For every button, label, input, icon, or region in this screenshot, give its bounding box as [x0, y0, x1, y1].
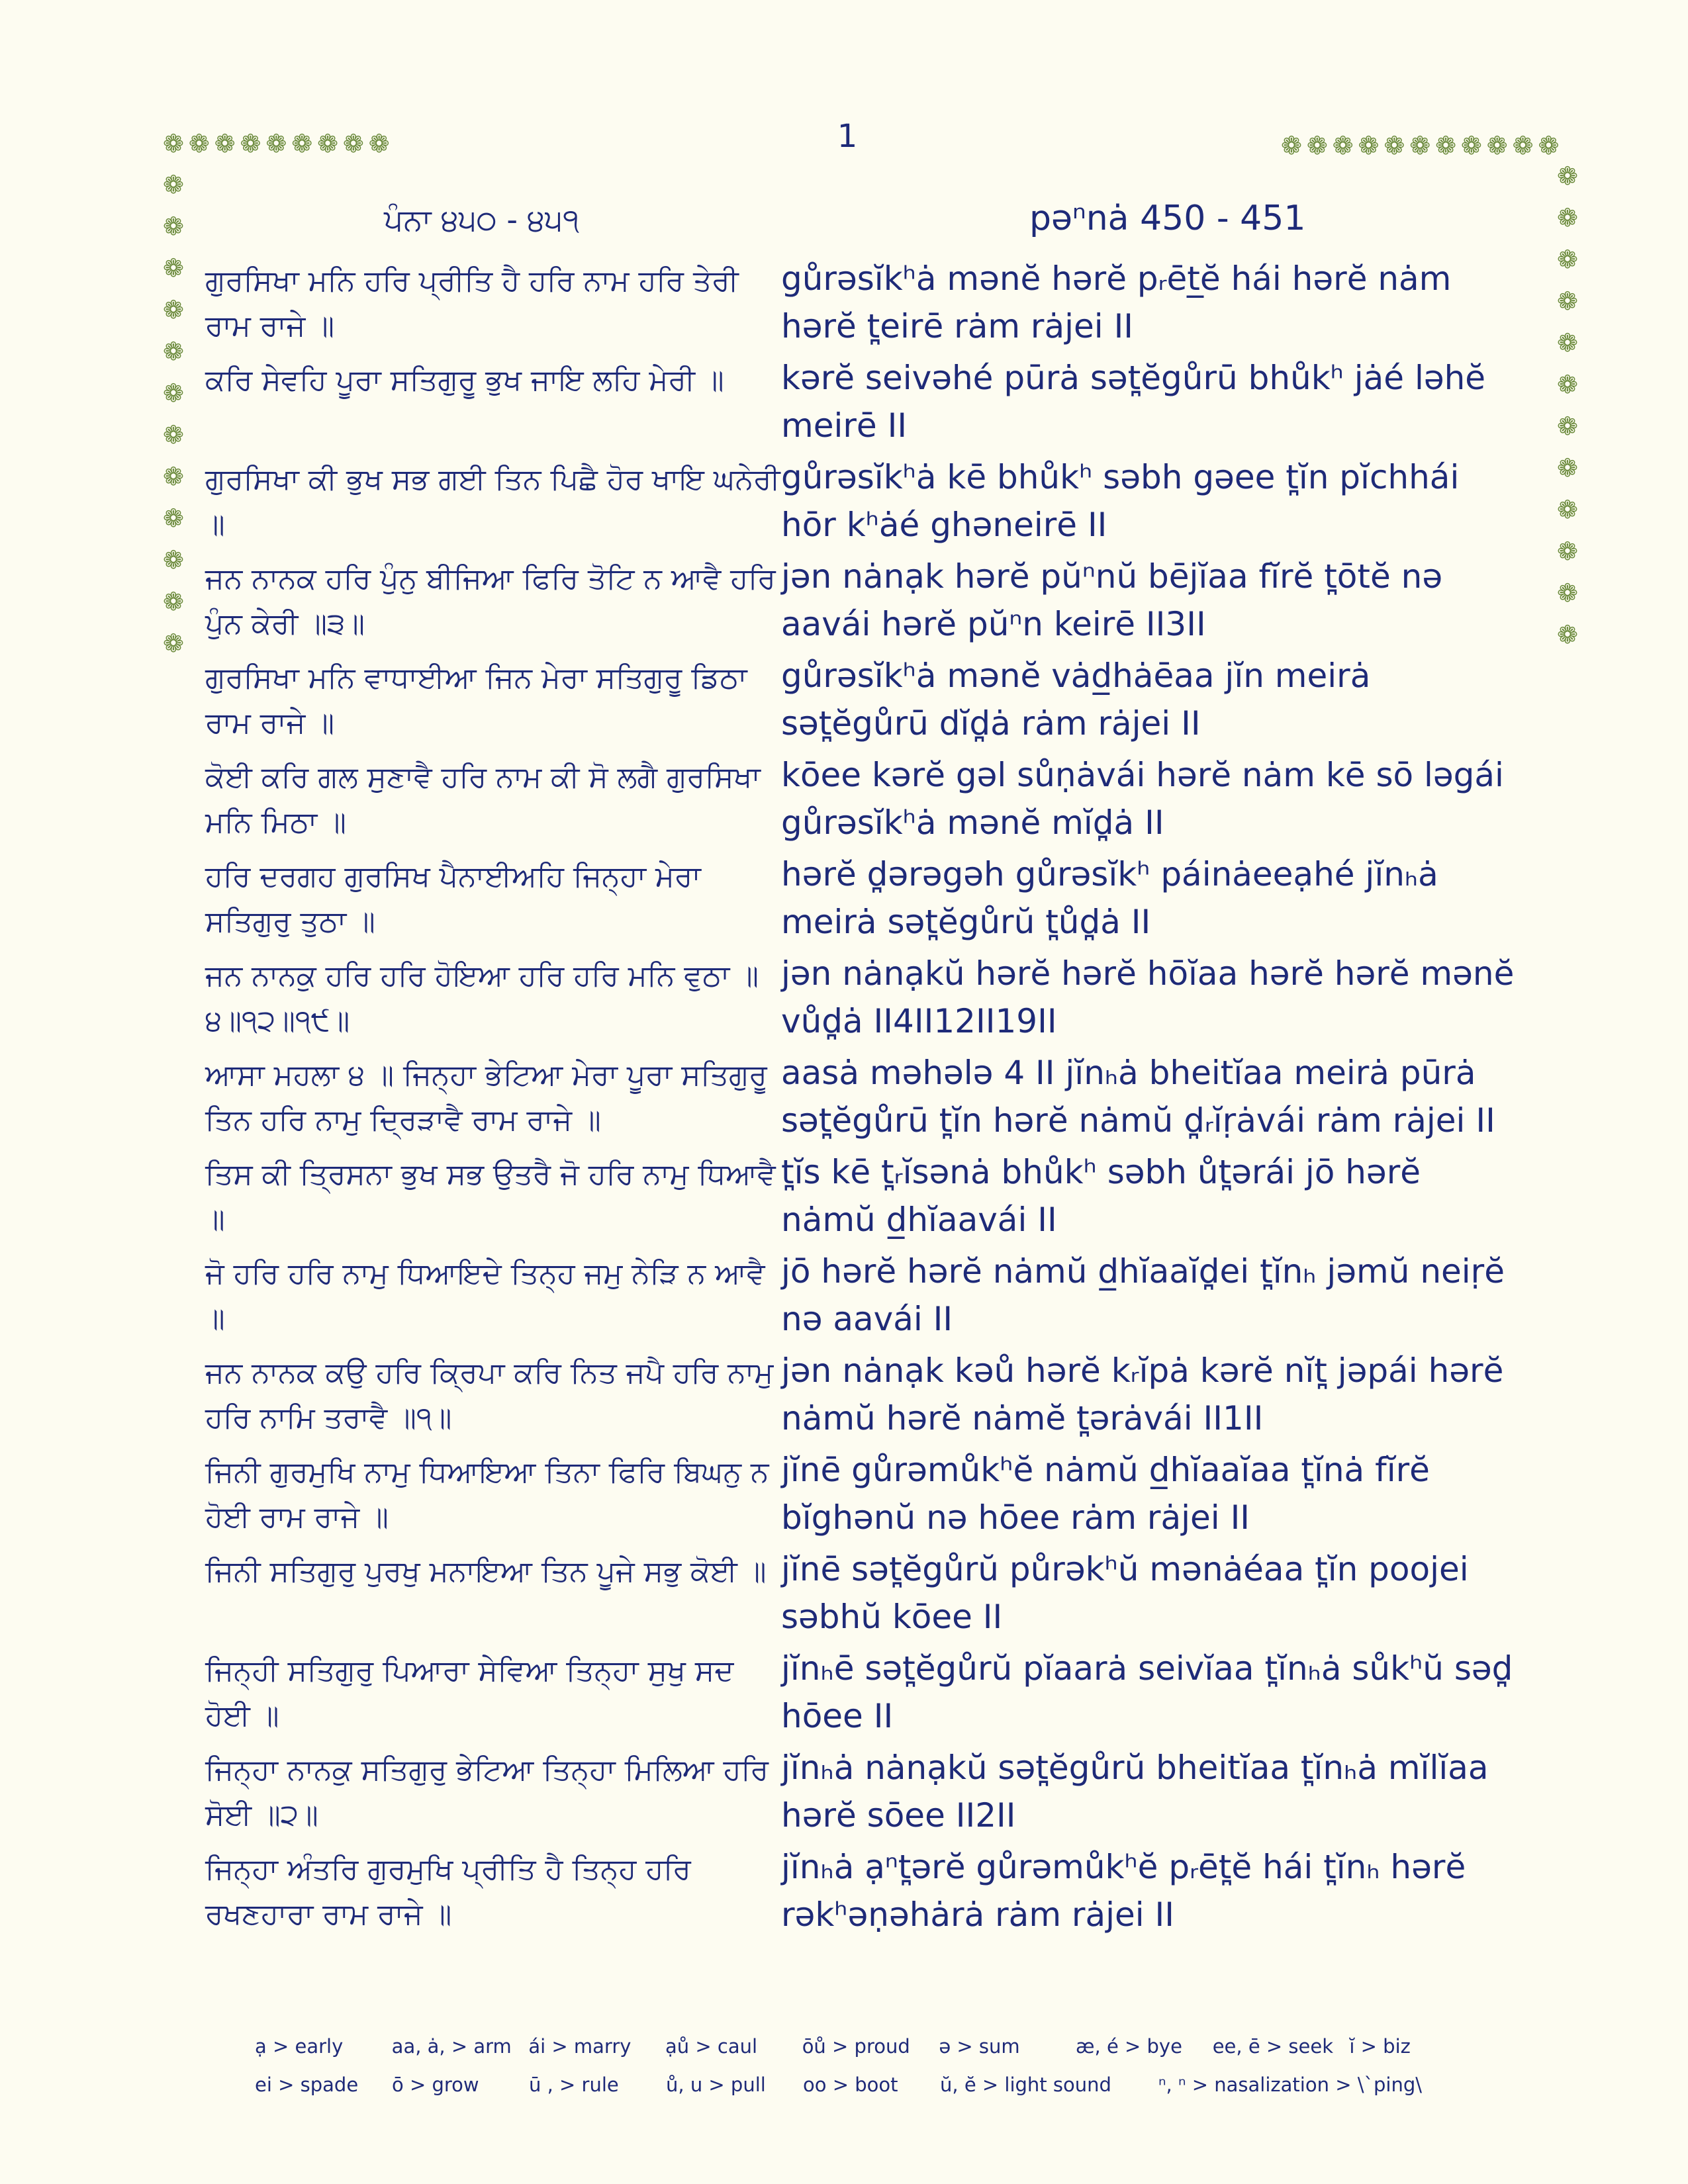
- legend-item: ĭ > biz: [1349, 2035, 1411, 2058]
- verse-gurmukhi: ਜਨ ਨਾਨਕੁ ਹਰਿ ਹਰਿ ਹੋਇਆ ਹਰਿ ਹਰਿ ਮਨਿ ਵੁਠਾ ॥੪॥੧੨॥੧੯॥: [205, 959, 759, 1038]
- verse-transliteration: aasȧ məhələ 4 II jĭnₕȧ bheitĭaa meirȧ pūrȧ sət̪ĕgůrū t̪ĭn hərĕ nȧmŭ d̪ᵣĭṛȧvái rȧm rȧjei II: [781, 1054, 1495, 1140]
- flower-icon: ❁: [163, 420, 184, 449]
- flower-icon: ❁: [1512, 131, 1534, 160]
- flower-icon: ❁: [1557, 537, 1578, 566]
- legend-item: ái > marry: [528, 2035, 632, 2058]
- verse-gurmukhi: ਗੁਰਸਿਖਾ ਮਨਿ ਹਰਿ ਪ੍ਰੀਤਿ ਹੈ ਹਰਿ ਨਾਮ ਹਰਿ ਤੇਰੀ ਰਾਮ ਰਾਜੇ ॥: [205, 264, 739, 343]
- verse-row: [205, 751, 1529, 850]
- verse-gurmukhi: ਜਿਨ੍ਹਾ ਨਾਨਕੁ ਸਤਿਗੁਰੁ ਭੇਟਿਆ ਤਿਨ੍ਹਾ ਮਿਲਿਆ ਹਰਿ ਸੋਈ ॥੨॥: [205, 1753, 769, 1832]
- flower-icon: ❁: [1306, 131, 1328, 160]
- flower-icon: ❁: [1460, 131, 1482, 160]
- page-number: 1: [837, 118, 858, 155]
- legend-item: ŭ, ĕ > light sound: [940, 2073, 1111, 2096]
- verse-row: [205, 255, 1529, 354]
- verse-transliteration: jĭnₕē sət̪ĕgůrŭ pĭaarȧ seivĭaa t̪ĭnₕȧ sůkʰŭ səd̪ hōee II: [781, 1649, 1513, 1735]
- flower-icon: ❁: [163, 129, 184, 158]
- flower-icon: ❁: [1557, 578, 1578, 608]
- verse-list: [205, 255, 1529, 1942]
- verse-transliteration: gůrəsĭkʰȧ kē bhůkʰ səbh gəee t̪ĭn pĭchhái hōr kʰȧé ghəneirē II: [781, 458, 1460, 544]
- verse-row: [205, 1446, 1529, 1545]
- flower-icon: ❁: [1557, 453, 1578, 482]
- flower-icon: ❁: [163, 212, 184, 241]
- flower-icon: ❁: [1358, 131, 1380, 160]
- flower-icon: ❁: [1557, 370, 1578, 399]
- flower-icon: ❁: [163, 170, 184, 199]
- flower-icon: ❁: [163, 504, 184, 533]
- flower-icon: ❁: [317, 129, 338, 158]
- verse-gurmukhi: ਹਰਿ ਦਰਗਹ ਗੁਰਸਿਖ ਪੈਨਾਈਅਹਿ ਜਿਨ੍ਹਾ ਮੇਰਾ ਸਤਿਗੁਰੁ ਤੁਠਾ ॥: [205, 860, 701, 938]
- verse-gurmukhi: ਗੁਰਸਿਖਾ ਮਨਿ ਵਾਧਾਈਆ ਜਿਨ ਮੇਰਾ ਸਤਿਗੁਰੂ ਡਿਠਾ ਰਾਮ ਰਾਜੇ ॥: [205, 661, 747, 740]
- verse-row: [205, 652, 1529, 751]
- verse-row: [205, 1843, 1529, 1942]
- verse-transliteration: jĭnₕȧ ạⁿt̪ərĕ gůrəmůkʰĕ pᵣēt̪ĕ hái t̪ĭnₕ hərĕ rəkʰəṇəhȧrȧ rȧm rȧjei II: [781, 1848, 1466, 1934]
- verse-gurmukhi: ਤਿਸ ਕੀ ਤ੍ਰਿਸਨਾ ਭੁਖ ਸਭ ਉਤਰੈ ਜੋ ਹਰਿ ਨਾਮੁ ਧਿਆਵੈ ॥: [205, 1158, 776, 1236]
- legend-item: ū , > rule: [529, 2073, 619, 2096]
- legend-item: ōů > proud: [802, 2035, 910, 2058]
- verse-gurmukhi: ਜਿਨੀ ਗੁਰਮੁਖਿ ਨਾਮੁ ਧਿਆਇਆ ਤਿਨਾ ਫਿਰਿ ਬਿਘਨੁ ਨ ਹੋਈ ਰਾਮ ਰਾਜੇ ॥: [205, 1455, 769, 1534]
- verse-transliteration: kərĕ seivəhé pūrȧ sət̪ĕgůrū bhůkʰ jȧé ləhĕ meirē II: [781, 359, 1486, 445]
- verse-transliteration: jən nȧnạk kəů hərĕ kᵣĭpȧ kərĕ nĭt̪ jəpái hərĕ nȧmŭ hərĕ nȧmĕ t̪ərȧvái II1II: [781, 1351, 1504, 1437]
- page-heading-transliteration: pəⁿnȧ 450 - 451: [1029, 199, 1306, 238]
- verse-transliteration: jĭnē sət̪ĕgůrŭ půrəkʰŭ mənȧéaa t̪ĭn poojei səbhŭ kōee II: [781, 1550, 1469, 1636]
- left-flower-border: [163, 171, 184, 657]
- verse-row: [205, 1049, 1529, 1148]
- verse-row: [205, 950, 1529, 1049]
- legend-row: [255, 2073, 1486, 2112]
- verse-gurmukhi: ਜਨ ਨਾਨਕ ਕਉ ਹਰਿ ਕ੍ਰਿਪਾ ਕਰਿ ਨਿਤ ਜਪੈ ਹਰਿ ਨਾਮੁ ਹਰਿ ਨਾਮਿ ਤਰਾਵੈ ॥੧॥: [205, 1356, 774, 1435]
- flower-icon: ❁: [163, 253, 184, 283]
- verse-gurmukhi: ਜਿਨ੍ਹੀ ਸਤਿਗੁਰੁ ਪਿਆਰਾ ਸੇਵਿਆ ਤਿਨ੍ਹਾ ਸੁਖੁ ਸਦ ਹੋਈ ॥: [205, 1654, 734, 1733]
- verse-row: [205, 354, 1529, 453]
- flower-icon: ❁: [1557, 328, 1578, 357]
- flower-icon: ❁: [291, 129, 313, 158]
- page-heading-gurmukhi: ਪੰਨਾ ੪੫੦ - ੪੫੧: [384, 202, 580, 238]
- verse-transliteration: gůrəsĭkʰȧ mənĕ hərĕ pᵣēt̲ĕ hái hərĕ nȧm hərĕ t̪eirē rȧm rȧjei II: [781, 259, 1452, 345]
- verse-row: [205, 453, 1529, 553]
- verse-transliteration: jō hərĕ hərĕ nȧmŭ d̲hĭaaĭd̪ei t̪ĭnₕ jəmŭ neiṛĕ nə aavái II: [781, 1252, 1505, 1338]
- verse-transliteration: kōee kərĕ gəl sůṇȧvái hərĕ nȧm kē sō ləgái gůrəsĭkʰȧ mənĕ mĭd̪ȧ II: [781, 756, 1504, 842]
- verse-gurmukhi: ਆਸਾ ਮਹਲਾ ੪ ॥ ਜਿਨ੍ਹਾ ਭੇਟਿਆ ਮੇਰਾ ਪੂਰਾ ਸਤਿਗੁਰੂ ਤਿਨ ਹਰਿ ਨਾਮੁ ਦ੍ਰਿੜਾਵੈ ਰਾਮ ਰਾਜੇ ॥: [205, 1058, 767, 1137]
- verse-gurmukhi: ਜਿਨ੍ਹਾ ਅੰਤਰਿ ਗੁਰਮੁਖਿ ਪ੍ਰੀਤਿ ਹੈ ਤਿਨ੍ਹ ਹਰਿ ਰਖਣਹਾਰਾ ਰਾਮ ਰਾਜੇ ॥: [205, 1852, 691, 1931]
- verse-gurmukhi: ਜਨ ਨਾਨਕ ਹਰਿ ਪੁੰਨੁ ਬੀਜਿਆ ਫਿਰਿ ਤੋਟਿ ਨ ਆਵੈ ਹਰਿ ਪੁੰਨ ਕੇਰੀ ॥੩॥: [205, 562, 776, 641]
- flower-icon: ❁: [1557, 495, 1578, 524]
- verse-row: [205, 850, 1529, 950]
- flower-icon: ❁: [1557, 412, 1578, 441]
- flower-icon: ❁: [188, 129, 210, 158]
- verse-row: [205, 1744, 1529, 1843]
- verse-transliteration: hərĕ d̪ərəgəh gůrəsĭkʰ páinȧeeạhé jĭnₕȧ meirȧ sət̪ĕgůrŭ t̪ůd̪ȧ II: [781, 855, 1438, 941]
- flower-icon: ❁: [1557, 161, 1578, 191]
- verse-row: [205, 1248, 1529, 1347]
- legend-item: ạů > caul: [665, 2035, 758, 2058]
- legend-item: ō > grow: [392, 2073, 479, 2096]
- legend-row: [255, 2035, 1486, 2073]
- flower-icon: ❁: [1281, 131, 1302, 160]
- flower-icon: ❁: [163, 587, 184, 616]
- verse-transliteration: jən nȧnạkŭ hərĕ hərĕ hōĭaa hərĕ hərĕ mənĕ vůd̪ȧ II4II12II19II: [781, 954, 1515, 1040]
- flower-icon: ❁: [163, 379, 184, 408]
- flower-icon: ❁: [1557, 203, 1578, 232]
- verse-transliteration: jĭnₕȧ nȧnạkŭ sət̪ĕgůrŭ bheitĭaa t̪ĭnₕȧ mĭlĭaa hərĕ sōee II2II: [781, 1749, 1489, 1835]
- pronunciation-legend: [255, 2035, 1486, 2112]
- legend-item: oo > boot: [803, 2073, 898, 2096]
- flower-icon: ❁: [1557, 287, 1578, 316]
- flower-icon: ❁: [1383, 131, 1405, 160]
- verse-transliteration: t̪ĭs kē t̪ᵣĭsənȧ bhůkʰ səbh ůt̪ərái jō hərĕ nȧmŭ d̲hĭaavái II: [781, 1153, 1421, 1239]
- legend-item: æ, é > bye: [1076, 2035, 1182, 2058]
- verse-gurmukhi: ਕੋਈ ਕਰਿ ਗਲ ਸੁਣਾਵੈ ਹਰਿ ਨਾਮ ਕੀ ਸੋ ਲਗੈ ਗੁਰਸਿਖਾ ਮਨਿ ਮਿਠਾ ॥: [205, 760, 761, 839]
- flower-icon: ❁: [1557, 620, 1578, 649]
- legend-item: ee, ē > seek: [1212, 2035, 1333, 2058]
- flower-icon: ❁: [1332, 131, 1354, 160]
- flower-icon: ❁: [1538, 131, 1560, 160]
- verse-row: [205, 1347, 1529, 1446]
- verse-gurmukhi: ਗੁਰਸਿਖਾ ਕੀ ਭੁਖ ਸਭ ਗਈ ਤਿਨ ਪਿਛੈ ਹੋਰ ਖਾਇ ਘਨੇਰੀ ॥: [205, 463, 780, 541]
- legend-item: ə > sum: [939, 2035, 1020, 2058]
- verse-row: [205, 1545, 1529, 1645]
- verse-transliteration: jĭnē gůrəmůkʰĕ nȧmŭ d̲hĭaaĭaa t̪ĭnȧ fĭrĕ bĭghənŭ nə hōee rȧm rȧjei II: [781, 1451, 1430, 1537]
- flower-icon: ❁: [1435, 131, 1456, 160]
- verse-gurmukhi: ਕਰਿ ਸੇਵਹਿ ਪੂਰਾ ਸਤਿਗੁਰੂ ਭੁਖ ਜਾਇ ਲਹਿ ਮੇਰੀ ॥: [205, 363, 724, 397]
- verse-row: [205, 553, 1529, 652]
- legend-item: ⁿ, ⁿ > nasalization > \`ping\: [1158, 2073, 1422, 2096]
- flower-icon: ❁: [342, 129, 364, 158]
- top-right-flower-border: [1281, 132, 1559, 159]
- right-flower-border: [1557, 162, 1578, 649]
- flower-icon: ❁: [1557, 245, 1578, 274]
- verse-transliteration: jən nȧnạk hərĕ pŭⁿnŭ bējĭaa fĭrĕ t̪ōtĕ nə aavái hərĕ pŭⁿn keirē II3II: [781, 557, 1443, 643]
- flower-icon: ❁: [1409, 131, 1431, 160]
- flower-icon: ❁: [240, 129, 261, 158]
- verse-gurmukhi: ਜੋ ਹਰਿ ਹਰਿ ਨਾਮੁ ਧਿਆਇਦੇ ਤਿਨ੍ਹ ਜਮੁ ਨੇੜਿ ਨ ਆਵੈ ॥: [205, 1257, 765, 1336]
- flower-icon: ❁: [1486, 131, 1508, 160]
- flower-icon: ❁: [214, 129, 236, 158]
- flower-icon: ❁: [163, 462, 184, 491]
- flower-icon: ❁: [163, 337, 184, 366]
- legend-item: ei > spade: [255, 2073, 359, 2096]
- flower-icon: ❁: [163, 629, 184, 658]
- flower-icon: ❁: [265, 129, 287, 158]
- flower-icon: ❁: [163, 295, 184, 324]
- top-left-flower-border: [163, 130, 390, 157]
- legend-item: ů, u > pull: [666, 2073, 766, 2096]
- flower-icon: ❁: [163, 545, 184, 574]
- verse-gurmukhi: ਜਿਨੀ ਸਤਿਗੁਰੁ ਪੁਰਖੁ ਮਨਾਇਆ ਤਿਨ ਪੂਜੇ ਸਭੁ ਕੋਈ ॥: [205, 1555, 767, 1588]
- verse-row: [205, 1645, 1529, 1744]
- legend-item: aa, ȧ, > arm: [391, 2035, 512, 2058]
- flower-icon: ❁: [368, 129, 390, 158]
- verse-row: [205, 1148, 1529, 1248]
- verse-transliteration: gůrəsĭkʰȧ mənĕ vȧd̲hȧēaa jĭn meirȧ sət̪ĕgůrū dĭd̪ȧ rȧm rȧjei II: [781, 657, 1371, 743]
- legend-item: ạ > early: [255, 2035, 344, 2058]
